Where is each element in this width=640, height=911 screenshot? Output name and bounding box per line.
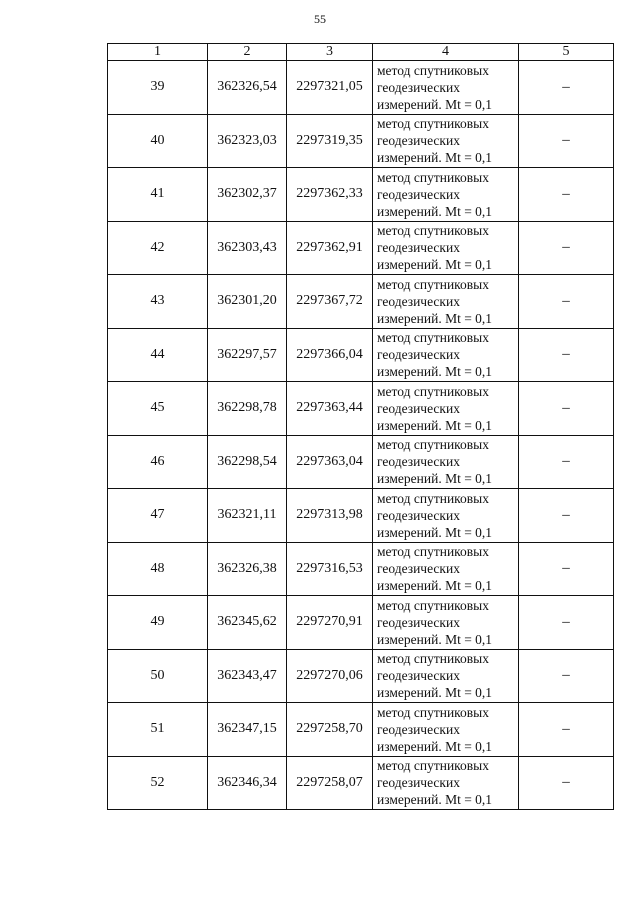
table-row: [108, 435, 614, 489]
column-header: 5: [519, 44, 614, 61]
column-header: 4: [373, 44, 519, 61]
point-number-cell: 46: [108, 435, 208, 489]
y-coordinate-cell: 2297367,72: [287, 275, 373, 329]
y-coordinate-cell: 2297270,06: [287, 649, 373, 703]
method-cell: метод спутниковых геодезических измерений. Mt = 0,1: [373, 649, 519, 703]
point-number-cell: 49: [108, 596, 208, 650]
note-cell: –: [519, 221, 614, 275]
method-cell: метод спутниковых геодезических измерений. Mt = 0,1: [373, 542, 519, 596]
table-row: [108, 596, 614, 650]
note-cell: –: [519, 703, 614, 757]
y-coordinate-cell: 2297258,07: [287, 756, 373, 810]
table-row: [108, 114, 614, 168]
method-cell: метод спутниковых геодезических измерений. Mt = 0,1: [373, 114, 519, 168]
method-cell: метод спутниковых геодезических измерений. Mt = 0,1: [373, 382, 519, 436]
point-number-cell: 51: [108, 703, 208, 757]
method-cell: метод спутниковых геодезических измерений. Mt = 0,1: [373, 61, 519, 115]
method-cell: метод спутниковых геодезических измерений. Mt = 0,1: [373, 756, 519, 810]
column-header: 3: [287, 44, 373, 61]
x-coordinate-cell: 362345,62: [208, 596, 287, 650]
method-cell: метод спутниковых геодезических измерений. Mt = 0,1: [373, 275, 519, 329]
y-coordinate-cell: 2297363,04: [287, 435, 373, 489]
y-coordinate-cell: 2297258,70: [287, 703, 373, 757]
table-body: [108, 61, 614, 810]
point-number-cell: 52: [108, 756, 208, 810]
method-cell: метод спутниковых геодезических измерений. Mt = 0,1: [373, 221, 519, 275]
point-number-cell: 45: [108, 382, 208, 436]
x-coordinate-cell: 362326,38: [208, 542, 287, 596]
table-row: [108, 489, 614, 543]
x-coordinate-cell: 362326,54: [208, 61, 287, 115]
x-coordinate-cell: 362321,11: [208, 489, 287, 543]
point-number-cell: 50: [108, 649, 208, 703]
y-coordinate-cell: 2297319,35: [287, 114, 373, 168]
point-number-cell: 39: [108, 61, 208, 115]
table-row: [108, 328, 614, 382]
method-cell: метод спутниковых геодезических измерений. Mt = 0,1: [373, 328, 519, 382]
page-number: 55: [314, 12, 326, 26]
x-coordinate-cell: 362346,34: [208, 756, 287, 810]
x-coordinate-cell: 362298,54: [208, 435, 287, 489]
method-cell: метод спутниковых геодезических измерений. Mt = 0,1: [373, 489, 519, 543]
coordinates-table: [107, 43, 614, 810]
method-cell: метод спутниковых геодезических измерений. Mt = 0,1: [373, 435, 519, 489]
note-cell: –: [519, 596, 614, 650]
table-row: [108, 756, 614, 810]
x-coordinate-cell: 362323,03: [208, 114, 287, 168]
point-number-cell: 40: [108, 114, 208, 168]
y-coordinate-cell: 2297362,33: [287, 168, 373, 222]
point-number-cell: 48: [108, 542, 208, 596]
column-header: 1: [108, 44, 208, 61]
note-cell: –: [519, 328, 614, 382]
note-cell: –: [519, 168, 614, 222]
y-coordinate-cell: 2297313,98: [287, 489, 373, 543]
x-coordinate-cell: 362298,78: [208, 382, 287, 436]
note-cell: –: [519, 756, 614, 810]
y-coordinate-cell: 2297316,53: [287, 542, 373, 596]
point-number-cell: 47: [108, 489, 208, 543]
y-coordinate-cell: 2297366,04: [287, 328, 373, 382]
y-coordinate-cell: 2297270,91: [287, 596, 373, 650]
table-row: [108, 542, 614, 596]
table-row: [108, 649, 614, 703]
x-coordinate-cell: 362301,20: [208, 275, 287, 329]
table-row: [108, 61, 614, 115]
x-coordinate-cell: 362347,15: [208, 703, 287, 757]
note-cell: –: [519, 649, 614, 703]
table-row: [108, 275, 614, 329]
table-row: [108, 382, 614, 436]
note-cell: –: [519, 489, 614, 543]
note-cell: –: [519, 61, 614, 115]
point-number-cell: 41: [108, 168, 208, 222]
point-number-cell: 44: [108, 328, 208, 382]
column-header: 2: [208, 44, 287, 61]
point-number-cell: 43: [108, 275, 208, 329]
note-cell: –: [519, 275, 614, 329]
y-coordinate-cell: 2297321,05: [287, 61, 373, 115]
point-number-cell: 42: [108, 221, 208, 275]
table-header-row: [108, 44, 614, 61]
table-row: [108, 221, 614, 275]
note-cell: –: [519, 114, 614, 168]
method-cell: метод спутниковых геодезических измерений. Mt = 0,1: [373, 168, 519, 222]
method-cell: метод спутниковых геодезических измерений. Mt = 0,1: [373, 703, 519, 757]
note-cell: –: [519, 382, 614, 436]
method-cell: метод спутниковых геодезических измерений. Mt = 0,1: [373, 596, 519, 650]
x-coordinate-cell: 362303,43: [208, 221, 287, 275]
x-coordinate-cell: 362343,47: [208, 649, 287, 703]
table-row: [108, 703, 614, 757]
table-row: [108, 168, 614, 222]
note-cell: –: [519, 435, 614, 489]
y-coordinate-cell: 2297362,91: [287, 221, 373, 275]
x-coordinate-cell: 362302,37: [208, 168, 287, 222]
y-coordinate-cell: 2297363,44: [287, 382, 373, 436]
x-coordinate-cell: 362297,57: [208, 328, 287, 382]
note-cell: –: [519, 542, 614, 596]
